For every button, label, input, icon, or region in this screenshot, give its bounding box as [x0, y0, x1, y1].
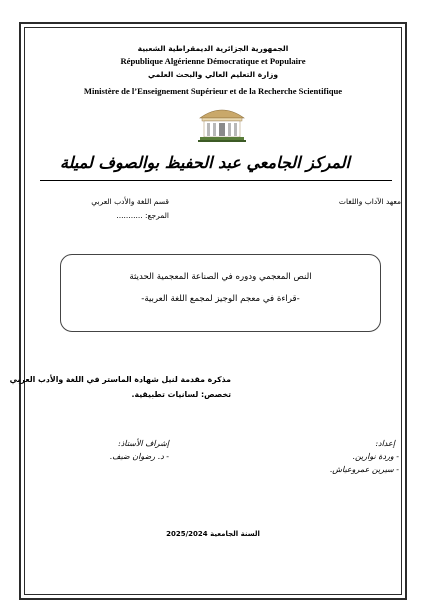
- prepared-by-label: إعداد:: [375, 439, 395, 448]
- supervisor-name: - د. رضوان ضيف.: [109, 452, 169, 461]
- republic-arabic: الجمهورية الجزائرية الديمقراطية الشعبية: [137, 44, 289, 53]
- header-divider: [40, 180, 392, 181]
- supervisor-label: إشراف الأستاذ:: [118, 439, 169, 448]
- institute-label: معهد الآداب واللغات: [338, 197, 401, 206]
- university-building-icon: [196, 104, 248, 144]
- memo-description: مذكرة مقدمة لنيل شهادة الماستر في اللغة والأدب العربي: [9, 375, 231, 384]
- ministry-arabic: وزارة التعليم العالي والبحث العلمي: [147, 70, 279, 79]
- department-label: قسم اللغة والأدب العربي: [91, 197, 169, 206]
- thesis-title-line2: -قراءة في معجم الوجيز لمجمع اللغة العربية-: [141, 294, 300, 304]
- republic-french: République Algérienne Démocratique et Populaire: [120, 56, 306, 66]
- ministry-french: Ministère de l’Enseignement Supérieur et de la Recherche Scientifique: [83, 86, 343, 96]
- reference-label: المرجع: ...........: [116, 211, 169, 220]
- thesis-title-box: [60, 254, 381, 332]
- specialization: تخصص: لسانيات تطبيقية.: [131, 390, 231, 399]
- academic-year: السنة الجامعية 2025/2024: [166, 530, 260, 538]
- student-name-2: - سيرين عمروعياش.: [329, 465, 399, 474]
- student-name-1: - وردة نوارين.: [352, 452, 399, 461]
- university-name: المركز الجامعي عبد الحفيظ بوالصوف لميلة: [60, 153, 350, 172]
- thesis-title-line1: النص المعجمي ودوره في الصناعة المعجمية الحديثة: [129, 272, 312, 282]
